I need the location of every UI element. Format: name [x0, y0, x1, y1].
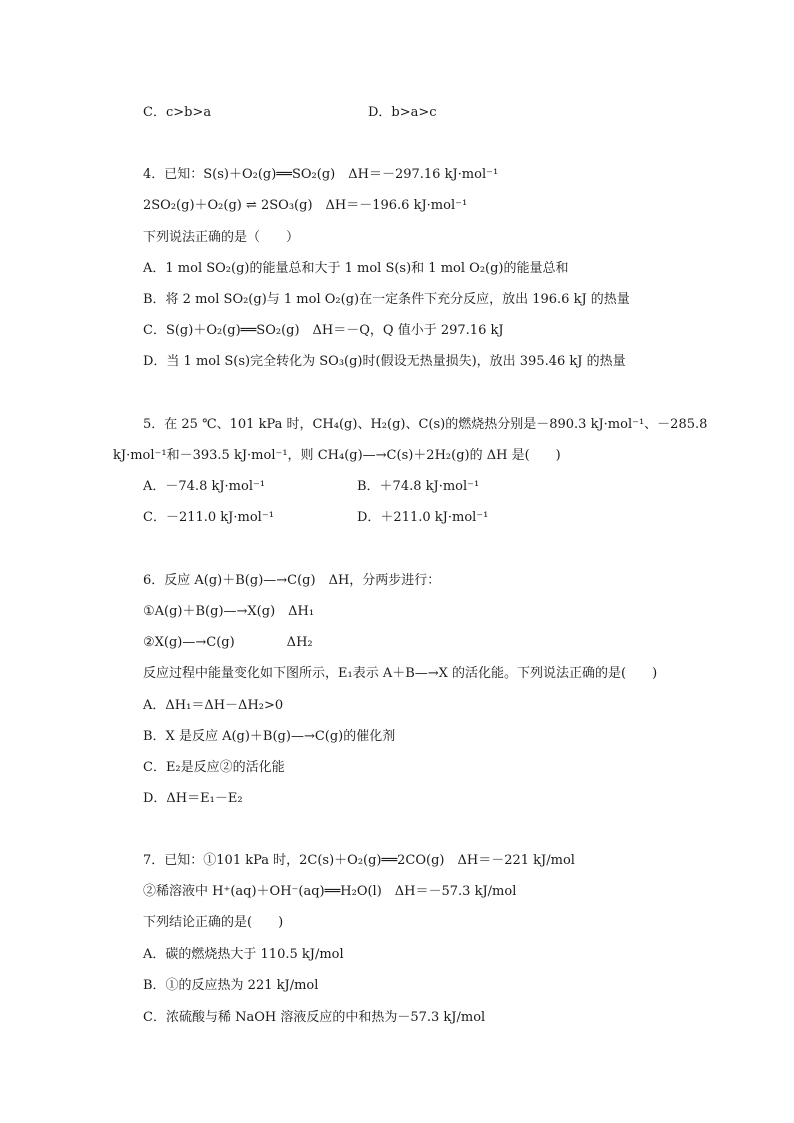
q6-option-a: A．ΔH₁＝ΔH－ΔH₂>0 — [143, 698, 284, 713]
q5-option-c: C．－211.0 kJ·mol⁻¹ — [143, 510, 274, 525]
q3-option-c: C．c>b>a — [143, 105, 212, 120]
q5-stem-line2: kJ·mol⁻¹和－393.5 kJ·mol⁻¹，则 CH₄(g)—→C(s)＋2H₂(g)的 ΔH 是( ) — [113, 448, 561, 463]
q6-option-d: D．ΔH＝E₁－E₂ — [143, 791, 243, 806]
q4-option-a: A．1 mol SO₂(g)的能量总和大于 1 mol S(s)和 1 mol O₂(g)的能量总和 — [143, 261, 569, 276]
q7-stem-line1: 7．已知：①101 kPa 时，2C(s)＋O₂(g)══2CO(g) ΔH＝－221 kJ/mol — [143, 853, 575, 868]
q5-stem-line1: 5．在 25 ℃、101 kPa 时，CH₄(g)、H₂(g)、C(s)的燃烧热分别是－890.3 kJ·mol⁻¹、－285.8 — [143, 417, 708, 432]
q6-step1: ①A(g)＋B(g)—→X(g) ΔH₁ — [143, 604, 315, 619]
q4-option-c: C．S(g)＋O₂(g)══SO₂(g) ΔH＝－Q，Q 值小于 297.16 kJ — [143, 323, 504, 338]
q7-option-c: C．浓硫酸与稀 NaOH 溶液反应的中和热为－57.3 kJ/mol — [143, 1010, 486, 1025]
q7-prompt: 下列结论正确的是( ) — [143, 915, 284, 930]
q4-prompt: 下列说法正确的是（ ） — [143, 230, 300, 245]
q4-stem-line1: 4．已知：S(s)＋O₂(g)══SO₂(g) ΔH＝－297.16 kJ·mol⁻¹ — [143, 167, 499, 182]
q7-option-a: A．碳的燃烧热大于 110.5 kJ/mol — [143, 947, 344, 962]
q6-stem-line1: 6．反应 A(g)＋B(g)—→C(g) ΔH，分两步进行： — [143, 573, 441, 588]
q5-option-d: D．＋211.0 kJ·mol⁻¹ — [357, 510, 489, 525]
q4-option-d: D．当 1 mol S(s)完全转化为 SO₃(g)时(假设无热量损失)，放出 395.46 kJ 的热量 — [143, 354, 626, 369]
q6-step2: ②X(g)—→C(g) ΔH₂ — [143, 635, 313, 650]
q4-stem-line2: 2SO₂(g)＋O₂(g) ⇌ 2SO₃(g) ΔH＝－196.6 kJ·mol⁻¹ — [143, 198, 468, 213]
q7-stem-line2: ②稀溶液中 H⁺(aq)＋OH⁻(aq)══H₂O(l) ΔH＝－57.3 kJ/mol — [143, 884, 517, 899]
q7-option-b: B．①的反应热为 221 kJ/mol — [143, 978, 319, 993]
q5-option-a: A．－74.8 kJ·mol⁻¹ — [143, 479, 266, 494]
q6-prompt: 反应过程中能量变化如下图所示，E₁表示 A＋B—→X 的活化能。下列说法正确的是( ) — [143, 666, 658, 681]
q6-option-b: B．X 是反应 A(g)＋B(g)—→C(g)的催化剂 — [143, 729, 396, 744]
q3-option-d: D．b>a>c — [368, 105, 437, 120]
q6-option-c: C．E₂是反应②的活化能 — [143, 760, 285, 775]
q5-option-b: B．＋74.8 kJ·mol⁻¹ — [357, 479, 480, 494]
q4-option-b: B．将 2 mol SO₂(g)与 1 mol O₂(g)在一定条件下充分反应，放出 196.6 kJ 的热量 — [143, 292, 630, 307]
